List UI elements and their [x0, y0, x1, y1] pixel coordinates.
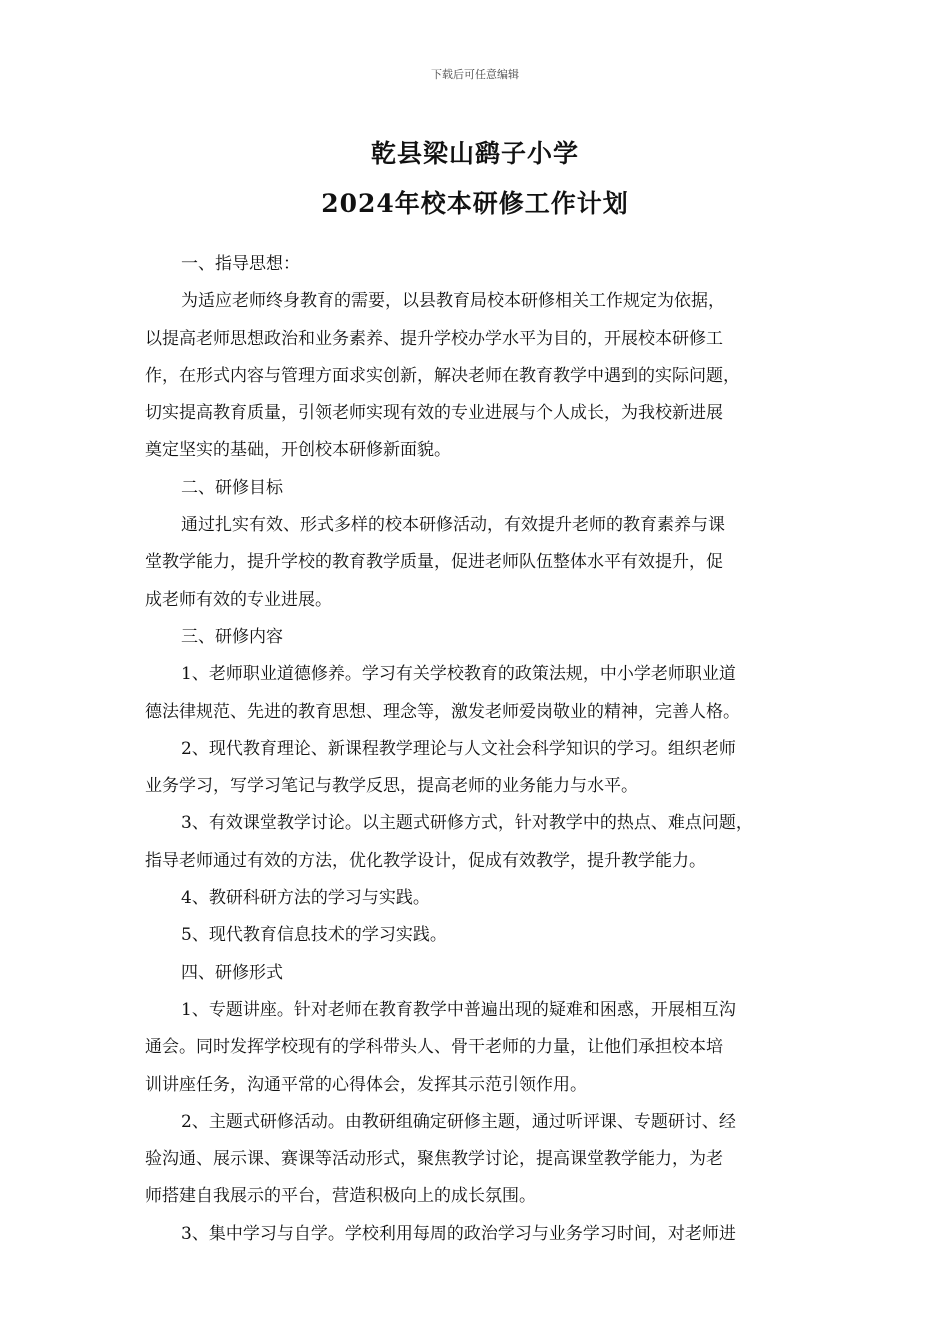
- body-line: 切实提高教育质量，引领老师实现有效的专业进展与个人成长，为我校新进展: [145, 403, 723, 424]
- document-title-plan: 2024年校本研修工作计划: [321, 189, 629, 218]
- body-line: 3、有效课堂教学讨论。以主题式研修方式，针对教学中的热点、难点问题，: [181, 813, 753, 834]
- body-line: 三、研修内容: [181, 626, 283, 647]
- body-line: 指导老师通过有效的方法，优化教学设计，促成有效教学，提升教学能力。: [145, 850, 706, 871]
- body-line: 3、集中学习与自学。学校利用每周的政治学习与业务学习时间，对老师进: [181, 1223, 736, 1244]
- body-line: 以提高老师思想政治和业务素养、提升学校办学水平为目的，开展校本研修工: [145, 328, 723, 349]
- body-line: 二、研修目标: [181, 477, 283, 498]
- body-line: 堂教学能力，提升学校的教育教学质量，促进老师队伍整体水平有效提升，促: [145, 552, 723, 573]
- body-line: 训讲座任务，沟通平常的心得体会，发挥其示范引领作用。: [145, 1074, 587, 1095]
- body-line: 通会。同时发挥学校现有的学科带头人、骨干老师的力量，让他们承担校本培: [145, 1037, 723, 1058]
- body-line: 2、现代教育理论、新课程教学理论与人文社会科学知识的学习。组织老师: [181, 738, 736, 759]
- body-line: 4、教研科研方法的学习与实践。: [181, 888, 430, 909]
- body-line: 1、老师职业道德修养。学习有关学校教育的政策法规，中小学老师职业道: [181, 664, 736, 685]
- page-header-note: 下载后可任意编辑: [431, 68, 519, 81]
- body-line: 2、主题式研修活动。由教研组确定研修主题，通过听评课、专题研讨、经: [181, 1111, 736, 1132]
- body-line: 师搭建自我展示的平台，营造积极向上的成长氛围。: [145, 1186, 536, 1207]
- body-line: 1、专题讲座。针对老师在教育教学中普遍出现的疑难和困惑，开展相互沟: [181, 999, 736, 1020]
- body-line: 作，在形式内容与管理方面求实创新，解决老师在教育教学中遇到的实际问题，: [145, 365, 740, 386]
- body-line: 通过扎实有效、形式多样的校本研修活动，有效提升老师的教育素养与课: [181, 515, 725, 536]
- body-line: 奠定坚实的基础，开创校本研修新面貌。: [145, 440, 451, 461]
- body-line: 验沟通、展示课、赛课等活动形式，聚焦教学讨论，提高课堂教学能力，为老: [145, 1149, 723, 1170]
- body-line: 业务学习，写学习笔记与教学反思，提高老师的业务能力与水平。: [145, 776, 638, 797]
- document-title-school: 乾县梁山鹞子小学: [370, 139, 579, 168]
- body-line: 为适应老师终身教育的需要，以县教育局校本研修相关工作规定为依据，: [181, 291, 725, 312]
- body-line: 一、指导思想：: [181, 254, 300, 274]
- body-line: 德法律规范、先进的教育思想、理念等，激发老师爱岗敬业的精神，完善人格。: [145, 701, 740, 722]
- body-line: 5、现代教育信息技术的学习实践。: [181, 925, 447, 946]
- body-line: 成老师有效的专业进展。: [145, 589, 332, 610]
- body-line: 四、研修形式: [181, 962, 283, 983]
- document-body: [145, 246, 810, 1253]
